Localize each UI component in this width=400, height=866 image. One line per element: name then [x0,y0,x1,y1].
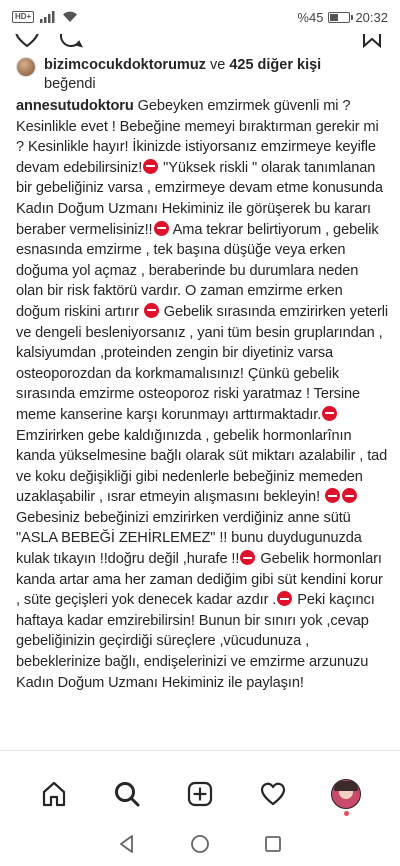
comment-icon[interactable] [58,34,84,48]
caption-text-6: Gebesiniz bebeğinizi emzirirken verdiğiniz anne sütü "ASLA BEBEĞİ ZEHİRLEMEZ" !! bunu duydugunuzda kulak tıkayın !!doğru değil ,hurafe !! [16,509,362,568]
post-actions-partial [0,34,400,48]
status-right [297,10,388,25]
liked-by[interactable] [16,56,384,94]
heart-icon [259,780,287,808]
wifi-icon [62,11,78,23]
battery-percent: %45 [297,9,324,25]
system-nav-bar [0,822,400,866]
nav-activity-button[interactable] [253,774,293,814]
caption-text-3: Ama tekrar belirtiyorum , gebelik esnasında emzirme , tek başına düşüğe veya erken doğuma yol açmaz , beraberinde bu durumlara neden olan bir risk faktörü vardır. O zaman emzirme erken doğum riskini artırır [16,221,379,320]
caption-text-8: Peki kaçıncı haftaya kadar emzirebilirsin! Bunun bir sınırı yok ,cevap gebeliğinizin geçirdiği süreçlere ,vücudunuza , bebeklerinize bağlı, endişelerinizi ve emzirme arzunuzu Kadın Doğum Uzmanı Hekiminiz ile paylaşın! [16,592,375,691]
heart-icon[interactable] [14,34,40,48]
nav-profile-button[interactable] [326,774,366,814]
caption-text-5: Emzirirken gebe kaldığınızda , gebelik hormonlarînın kanda yükselmesine bağlı olarak süt miktarı azalabilir , tad ve koku değişikliği gibi nedenlerle bebeğiniz memeden uzaklaşabilir , ısrar etmeyin alışmasını bekleyin! [16,427,388,506]
liked-connector: ve [205,57,230,73]
bottom-nav [0,770,400,818]
signal-icon [40,11,56,23]
search-icon [113,780,141,808]
no-entry-emoji-icon [342,488,357,503]
save-icon[interactable] [360,34,384,48]
home-circle-icon[interactable] [189,833,211,855]
notification-dot [344,811,349,816]
caption-text-7: Gebelik hormonları kanda artar ama her zaman dediğim gibi süt kendini korur , süte geçişleri yok denecek kadar azdır . [16,551,383,609]
nav-search-button[interactable] [107,774,147,814]
liked-suffix: beğendi [44,76,96,92]
battery-fill [330,14,338,21]
avatar [331,779,361,809]
caption-text-1: Gebeyken emzirmek güvenli mi ? Kesinlikle evet ! Bebeğine memeyi bıraktırman gerekir mi ? Kesinlikle hayır! İkinizde istiyorsanız emzirmeye keyifle devam edebilirsiniz! [16,98,379,176]
back-icon[interactable] [116,833,138,855]
clock: 20:32 [355,9,388,25]
plus-square-icon [186,780,214,808]
no-entry-emoji-icon [154,221,169,236]
liker-avatar[interactable] [16,57,36,77]
network-badge: HD+ [12,11,34,23]
nav-separator [0,750,400,751]
nav-home-button[interactable] [34,774,74,814]
home-icon [40,780,68,808]
liker-username[interactable]: bizimcocukdoktorumuz [44,57,206,73]
caption-username[interactable]: annesutudoktoru [16,98,134,114]
caption-text-2: "Yüksek riskli " olarak tanımlanan bir gebeliğiniz varsa , emzirmeye devam etme konusunda Kadın Doğum Uzmanı Hekiminiz ile görüşerek bu kararı beraber vermelisiniz!! [16,159,383,238]
recents-square-icon[interactable] [262,833,284,855]
no-entry-emoji-icon [325,488,340,503]
post-caption [16,96,388,693]
no-entry-emoji-icon [143,159,158,174]
liked-by-text[interactable] [44,56,321,94]
nav-create-button[interactable] [180,774,220,814]
no-entry-emoji-icon [322,406,337,421]
no-entry-emoji-icon [277,591,292,606]
status-bar [0,0,400,34]
no-entry-emoji-icon [144,303,159,318]
status-left [12,11,78,23]
caption-text-4: Gebelik sırasında emzirirken yeterli ve dengeli besleniyorsanız , yani tüm besin gruplarından , kalsiyumdan ,proteinden zengin bir diyetiniz varsa osteoporozdan da korkmamalısınız! Çünkü gebelik sırasında emzirme osteoporoz riski yaratmaz ! Tersine meme kanserine karşı korunmayı arttırmaktadır. [16,303,389,423]
battery-icon [328,12,350,23]
liked-others-count[interactable]: 425 diğer kişi [229,57,322,73]
no-entry-emoji-icon [240,550,255,565]
